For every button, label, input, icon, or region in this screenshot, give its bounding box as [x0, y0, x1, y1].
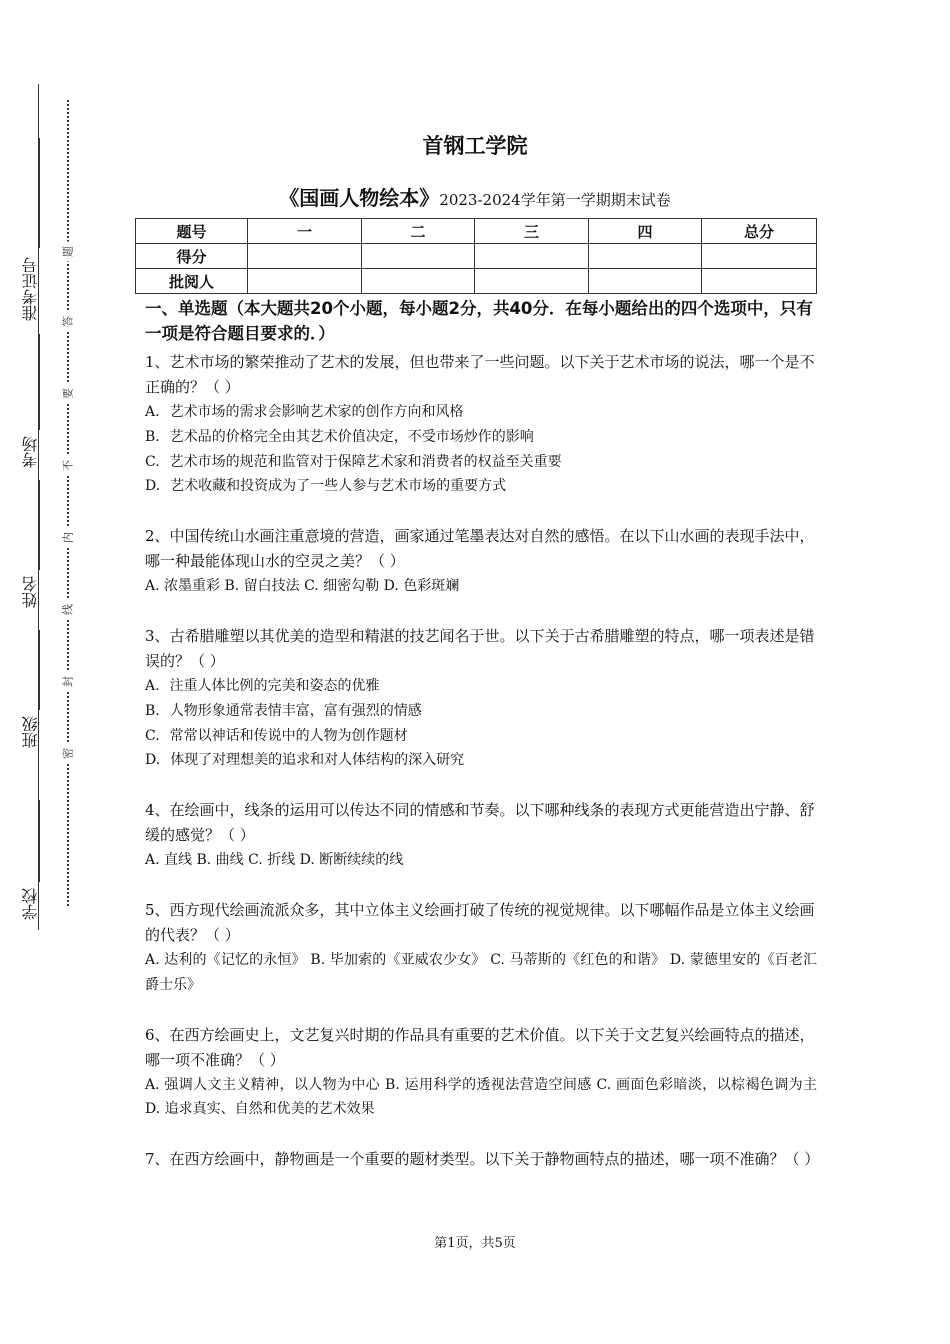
table-row: [136, 269, 817, 294]
term-title: 2023-2024学年第一学期期末试卷: [439, 191, 671, 209]
score-cell[interactable]: [362, 244, 475, 269]
question-1: [145, 350, 817, 499]
question-3: [145, 624, 817, 773]
option-a: A. 艺术市场的需求会影响艺术家的创作方向和风格: [145, 404, 464, 420]
options-inline: A. 浓墨重彩 B. 留白技法 C. 细密勾勒 D. 色彩斑斓: [145, 578, 460, 595]
table-header-row: [136, 219, 817, 244]
table-header-cell: 题号: [136, 219, 248, 244]
table-header-cell: 总分: [702, 219, 817, 244]
label-class: 班级: [21, 716, 40, 748]
table-header-cell: 二: [362, 219, 475, 244]
blank-class[interactable]: [39, 630, 40, 710]
option-c: C. 常常以神话和传说中的人物为创作题材: [145, 727, 408, 744]
grader-cell[interactable]: [362, 269, 475, 294]
option-a: A. 注重人体比例的完美和姿态的优雅: [145, 677, 380, 694]
question-stem: 4、在绘画中，线条的运用可以传达不同的情感和节奏。以下哪种线条的表现方式更能营造出宁静、舒缓的感觉？（ ）: [145, 801, 815, 845]
score-cell[interactable]: [475, 244, 589, 269]
options-inline: A. 达利的《记忆的永恒》 B. 毕加索的《亚威农少女》 C. 马蒂斯的《红色的和谐》 D. 蒙德里安的《百老汇爵士乐》: [145, 951, 817, 993]
seal-dotted-line: [67, 100, 69, 906]
blank-name[interactable]: [39, 480, 40, 570]
question-stem: 2、中国传统山水画注重意境的营造，画家通过笔墨表达对自然的感悟。在以下山水画的表现手法中，哪一种最能体现山水的空灵之美？（ ）: [145, 527, 815, 571]
exam-content: [145, 296, 820, 1197]
question-2: [145, 524, 817, 599]
blank-school[interactable]: [39, 800, 40, 882]
label-exam-room: 考场: [21, 436, 40, 468]
option-d: D. 艺术收藏和投资成为了一些人参与艺术市场的重要方式: [145, 478, 507, 495]
option-b: B. 艺术品的价格完全由其艺术价值决定，不受市场炒作的影响: [145, 428, 534, 445]
seal-char: 线: [63, 600, 74, 620]
question-stem: 6、在西方绘画史上，文艺复兴时期的作品具有重要的艺术价值。以下关于文艺复兴绘画特点的描述，哪一项不准确？（ ）: [145, 1025, 815, 1069]
grader-cell[interactable]: [589, 269, 702, 294]
question-7: [145, 1147, 820, 1172]
page-number: 第1页，共5页: [434, 1236, 516, 1251]
label-school: 学校: [21, 888, 40, 920]
table-header-cell: 一: [248, 219, 362, 244]
option-d: D. 体现了对理想美的追求和对人体结构的深入研究: [145, 752, 465, 769]
score-cell[interactable]: [248, 244, 362, 269]
table-header-cell: 三: [475, 219, 589, 244]
section-title: 一、单选题（本大题共20个小题，每小题2分，共40分．在每小题给出的四个选项中，只有一项是符合题目要求的．）: [145, 299, 813, 343]
grader-cell[interactable]: [702, 269, 817, 294]
seal-char: 封: [63, 672, 74, 692]
seal-char: 题: [63, 242, 74, 262]
seal-char: 要: [63, 384, 74, 404]
seal-char: 内: [63, 528, 74, 548]
table-header-cell: 四: [589, 219, 702, 244]
options-inline: A. 直线 B. 曲线 C. 折线 D. 断断续续的线: [145, 852, 404, 869]
seal-char: 密: [63, 744, 74, 764]
options-inline: A. 强调人文主义精神，以人物为中心 B. 运用科学的透视法营造空间感 C. 画面色彩暗淡，以棕褐色调为主 D. 追求真实、自然和优美的艺术效果: [145, 1076, 817, 1118]
label-name: 姓名: [21, 576, 40, 608]
question-6: [145, 1023, 817, 1123]
school-name: 首钢工学院: [422, 134, 528, 158]
row-label-score: 得分: [136, 244, 248, 269]
score-table: [135, 218, 817, 294]
label-admission-number: 准考证号: [21, 257, 40, 321]
seal-char: 答: [63, 312, 74, 332]
score-cell[interactable]: [702, 244, 817, 269]
exam-title: [0, 182, 950, 211]
table-row: [136, 244, 817, 269]
seal-char: 不: [63, 456, 74, 476]
grader-cell[interactable]: [475, 269, 589, 294]
grader-cell[interactable]: [248, 269, 362, 294]
question-stem: 1、艺术市场的繁荣推动了艺术的发展，但也带来了一些问题。以下关于艺术市场的说法，哪一个是不正确的？（ ）: [145, 353, 815, 396]
question-stem: 7、在西方绘画中，静物画是一个重要的题材类型。以下关于静物画特点的描述，哪一项不准确？（ ）: [145, 1150, 820, 1169]
course-title: 《国画人物绘本》: [279, 186, 440, 210]
option-b: B. 人物形象通常表情丰富，富有强烈的情感: [145, 702, 422, 719]
row-label-grader: 批阅人: [136, 269, 248, 294]
option-c: C. 艺术市场的规范和监管对于保障艺术家和消费者的权益至关重要: [145, 453, 562, 470]
question-5: [145, 898, 817, 998]
question-stem: 3、古希腊雕塑以其优美的造型和精湛的技艺闻名于世。以下关于古希腊雕塑的特点，哪一项表述是错误的？（ ）: [145, 626, 815, 670]
question-4: [145, 798, 817, 873]
blank-exam-room[interactable]: [39, 334, 40, 430]
question-stem: 5、西方现代绘画流派众多，其中立体主义绘画打破了传统的视觉规律。以下哪幅作品是立体主义绘画的代表？（ ）: [145, 900, 815, 944]
score-cell[interactable]: [589, 244, 702, 269]
